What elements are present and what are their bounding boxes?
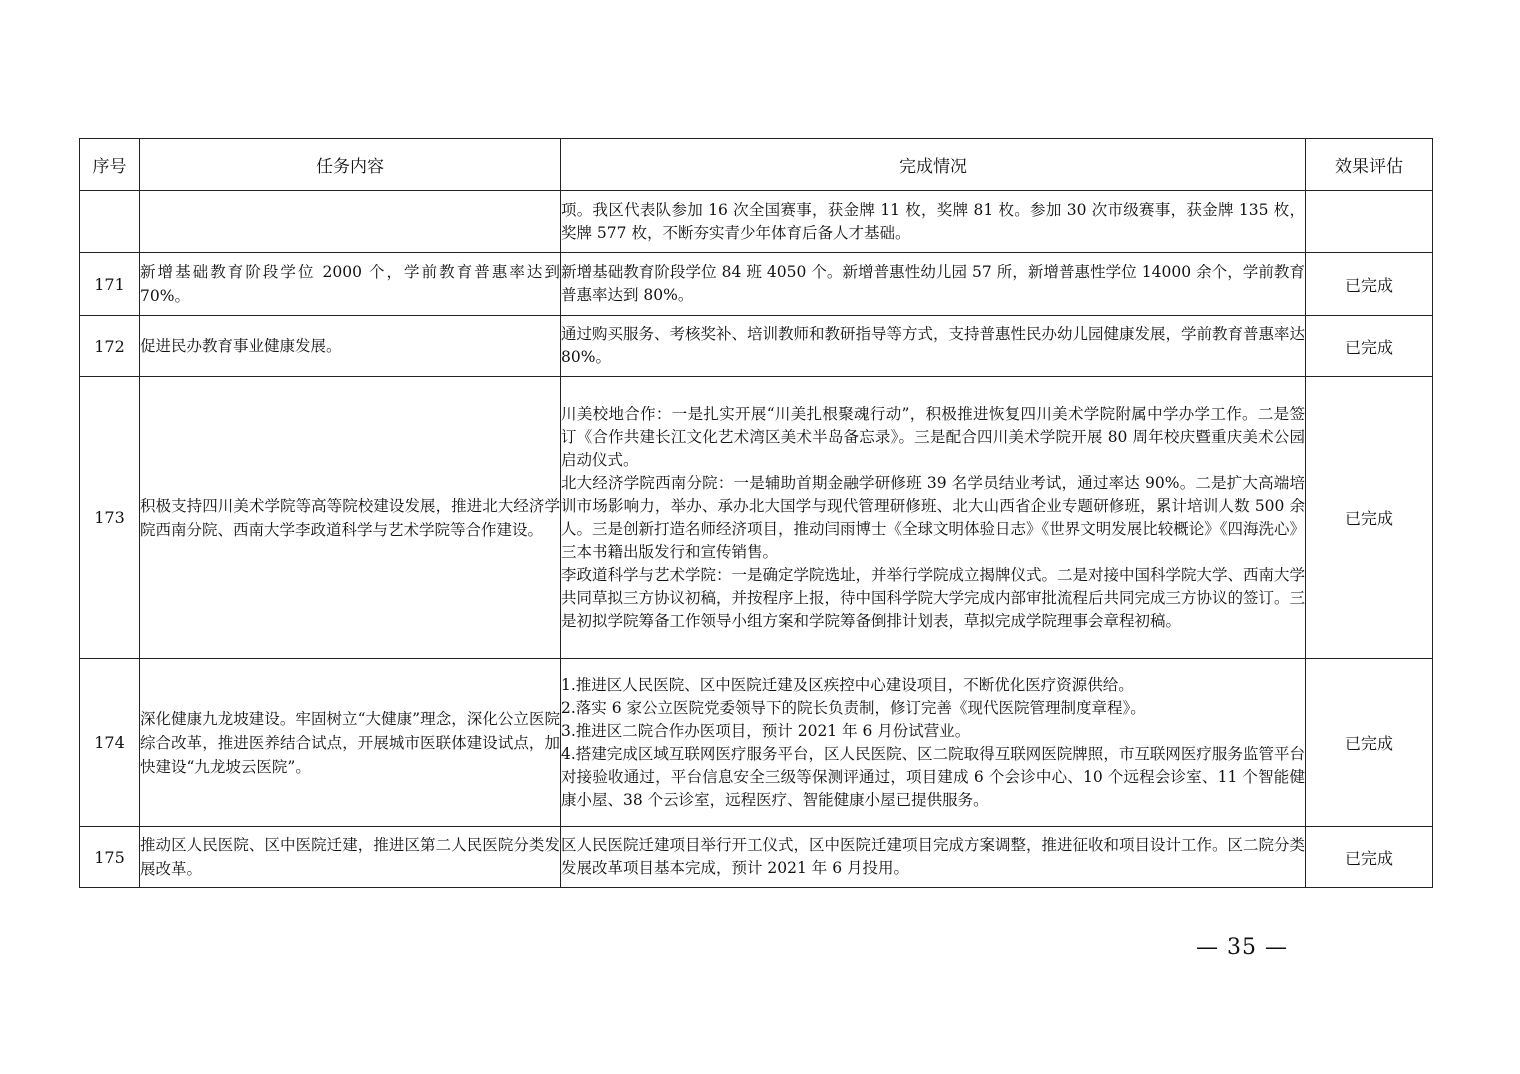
- row-task-content: 新增基础教育阶段学位 2000 个，学前教育普惠率达到 70%。: [140, 253, 561, 316]
- row-effect-evaluation: 已完成: [1306, 253, 1433, 316]
- row-task-content: 促进民办教育事业健康发展。: [140, 316, 561, 377]
- completion-paragraph: 3.推进区二院合作办医项目，预计 2021 年 6 月份试营业。: [561, 721, 971, 740]
- header-effect-evaluation: 效果评估: [1306, 139, 1433, 191]
- completion-paragraph: 通过购买服务、考核奖补、培训教师和教研指导等方式，支持普惠性民办幼儿园健康发展，学前教育普惠率达 80%。: [561, 325, 1306, 366]
- row-serial-number: 171: [80, 253, 140, 316]
- row-completion-status: [561, 253, 1306, 316]
- row-serial-number: 174: [80, 659, 140, 827]
- row-serial-number: 175: [80, 827, 140, 888]
- task-completion-table: [79, 138, 1433, 888]
- table-row: [80, 253, 1433, 316]
- row-effect-evaluation: 已完成: [1306, 316, 1433, 377]
- completion-paragraph: 4.搭建完成区域互联网医疗服务平台，区人民医院、区二院取得互联网医院牌照，市互联网医疗服务监管平台对接验收通过，平台信息安全三级等保测评通过，项目建成 6 个会诊中心、10 个远程会诊室、11 个智能健康小屋、38 个云诊室，远程医疗、智能健康小屋已提供服务。: [561, 744, 1305, 809]
- row-effect-evaluation: 已完成: [1306, 827, 1433, 888]
- completion-paragraph: 新增基础教育阶段学位 84 班 4050 个。新增普惠性幼儿园 57 所，新增普惠性学位 14000 余个，学前教育普惠率达到 80%。: [561, 263, 1305, 304]
- row-effect-evaluation: 已完成: [1306, 377, 1433, 659]
- completion-paragraph: 项。我区代表队参加 16 次全国赛事，获金牌 11 枚，奖牌 81 枚。参加 30 次市级赛事，获金牌 135 枚，奖牌 577 枚，不断夯实青少年体育后备人才基础。: [561, 200, 1305, 242]
- row-effect-evaluation: 已完成: [1306, 659, 1433, 827]
- table-row: [80, 377, 1433, 659]
- completion-paragraph: 1.推进区人民医院、区中医院迁建及区疾控中心建设项目，不断优化医疗资源供给。: [561, 675, 1134, 694]
- completion-paragraph: 区人民医院迁建项目举行开工仪式，区中医院迁建项目完成方案调整，推进征收和项目设计工作。区二院分类发展改革项目基本完成，预计 2021 年 6 月投用。: [561, 836, 1306, 877]
- completion-paragraph: 北大经济学院西南分院：一是辅助首期金融学研修班 39 名学员结业考试，通过率达 90%。二是扩大高端培训市场影响力，举办、承办北大国学与现代管理研修班、北大山西省企业专题研修班，累计培训人数 500 余人。三是创新打造名师经济项目，推动闫雨博士《全球文明体验日志》《世界文明发展比较概论》《四海洗心》三本书籍出版发行和宣传销售。: [561, 473, 1306, 561]
- row-completion-status: [561, 827, 1306, 888]
- header-serial-number: 序号: [80, 139, 140, 191]
- row-task-content: 深化健康九龙坡建设。牢固树立“大健康”理念，深化公立医院综合改革，推进医养结合试点，开展城市医联体建设试点，加快建设“九龙坡云医院”。: [140, 659, 561, 827]
- completion-paragraph: 2.落实 6 家公立医院党委领导下的院长负责制，修订完善《现代医院管理制度章程》。: [561, 698, 1146, 717]
- table-row: [80, 827, 1433, 888]
- row-task-content: 积极支持四川美术学院等高等院校建设发展，推进北大经济学院西南分院、西南大学李政道科学与艺术学院等合作建设。: [140, 377, 561, 659]
- row-task-content: [140, 191, 561, 253]
- row-completion-status: [561, 316, 1306, 377]
- page-number: — 35 —: [1196, 935, 1288, 960]
- row-completion-status: [561, 377, 1306, 659]
- completion-paragraph: 李政道科学与艺术学院：一是确定学院选址，并举行学院成立揭牌仪式。二是对接中国科学院大学、西南大学共同草拟三方协议初稿，并按程序上报，待中国科学院大学完成内部审批流程后共同完成三方协议的签订。三是初拟学院筹备工作领导小组方案和学院筹备倒排计划表，草拟完成学院理事会章程初稿。: [561, 565, 1306, 630]
- completion-paragraph: 川美校地合作：一是扎实开展“川美扎根聚魂行动”，积极推进恢复四川美术学院附属中学办学工作。二是签订《合作共建长江文化艺术湾区美术半岛备忘录》。三是配合四川美术学院开展 80 周年校庆暨重庆美术公园启动仪式。: [561, 404, 1305, 469]
- table-header-row: [80, 139, 1433, 191]
- row-effect-evaluation: [1306, 191, 1433, 253]
- header-task-content: 任务内容: [140, 139, 561, 191]
- row-serial-number: 173: [80, 377, 140, 659]
- row-serial-number: [80, 191, 140, 253]
- table-row: [80, 316, 1433, 377]
- row-serial-number: 172: [80, 316, 140, 377]
- row-task-content: 推动区人民医院、区中医院迁建，推进区第二人民医院分类发展改革。: [140, 827, 561, 888]
- row-completion-status: [561, 659, 1306, 827]
- table-row: [80, 659, 1433, 827]
- row-completion-status: [561, 191, 1306, 253]
- table-row: [80, 191, 1433, 253]
- header-completion-status: 完成情况: [561, 139, 1306, 191]
